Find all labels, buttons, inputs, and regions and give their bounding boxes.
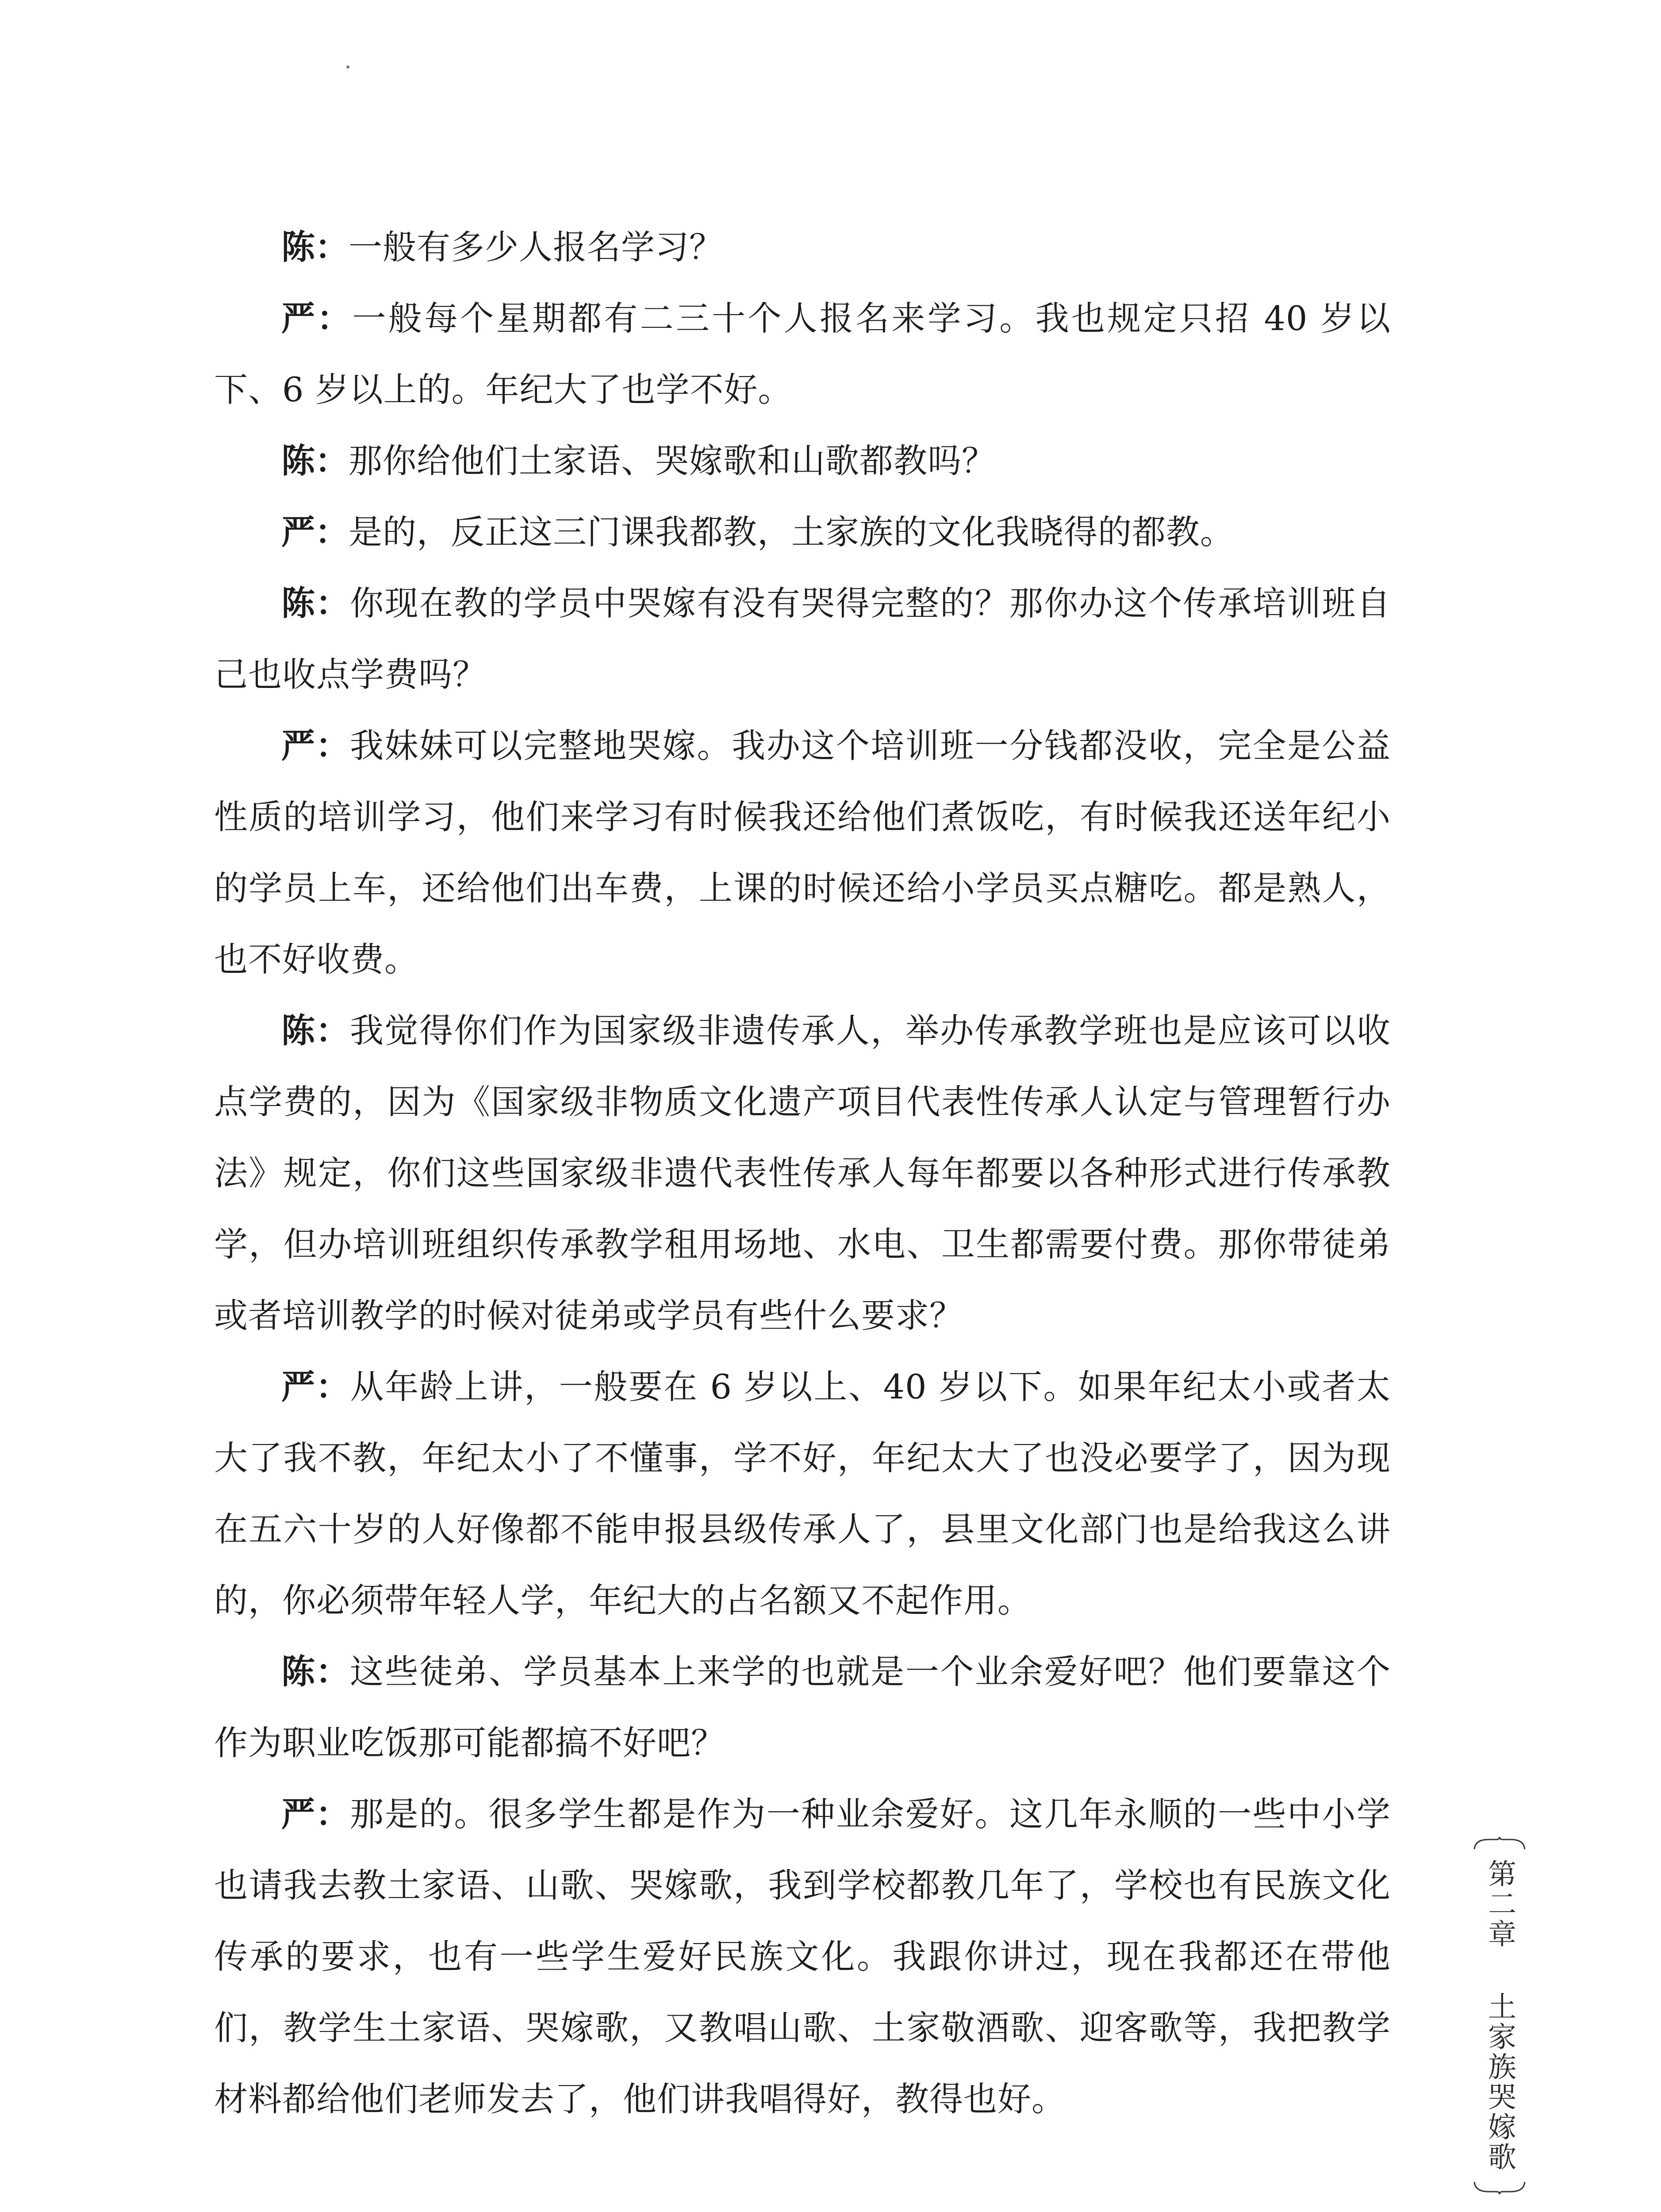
dialogue-paragraph [214,1351,1391,1636]
paragraph-text: 从年龄上讲，一般要在 6 岁以上、40 岁以下。如果年纪太小或者太大了我不教，年纪太小了不懂事，学不好，年纪太大了也没必要学了，因为现在五六十岁的人好像都不能申报县级传承人了，县里文化部门也是给我这么讲的，你必须带年轻人学，年纪大的占名额又不起作用。 [214,1367,1391,1620]
dialogue-paragraph [214,710,1391,995]
page-body [214,211,1391,2135]
bracket-top-ornament [1471,1836,1528,1851]
paragraph-text: 是的，反正这三门课我都教，土家族的文化我晓得的都教。 [349,512,1234,552]
paragraph-text: 那你给他们土家语、哭嫁歌和山歌都教吗？ [349,441,996,480]
speaker-label: 陈： [281,1011,350,1050]
dialogue-paragraph [214,568,1391,710]
chapter-side-label [1469,1836,1531,2195]
speaker-label: 陈： [281,441,349,480]
paragraph-text: 一般每个星期都有二三十个人报名来学习。我也规定只招 40 岁以下、6 岁以上的。年纪大了也学不好。 [214,299,1391,409]
dialogue-paragraph [214,1636,1391,1778]
speaker-label: 严： [281,726,350,765]
paragraph-text: 那是的。很多学生都是作为一种业余爱好。这几年永顺的一些中小学也请我去教土家语、山歌、哭嫁歌，我到学校都教几年了，学校也有民族文化传承的要求，也有一些学生爱好民族文化。我跟你讲过，现在我都还在带他们，教学生土家语、哭嫁歌，又教唱山歌、土家敬酒歌、迎客歌等，我把教学材料都给他们老师发去了，他们讲我唱得好，教得也好。 [214,1794,1391,2119]
speaker-label: 严： [281,1794,350,1834]
dialogue-paragraph [214,1778,1391,2135]
speaker-label: 陈： [281,1652,350,1691]
paragraph-text: 我觉得你们作为国家级非遗传承人，举办传承教学班也是应该可以收点学费的，因为《国家级非物质文化遗产项目代表性传承人认定与管理暂行办法》规定，你们这些国家级非遗代表性传承人每年都要以各种形式进行传承教学，但办培训班组织传承教学租用场地、水电、卫生都需要付费。那你带徒弟或者培训教学的时候对徒弟或学员有些什么要求？ [214,1011,1391,1335]
chapter-label: 第二章 [1483,1859,1516,1949]
speaker-label: 严： [281,512,349,552]
dialogue-paragraph [214,496,1391,568]
speaker-label: 严： [281,299,353,338]
bracket-bottom-ornament [1471,2180,1528,2195]
dialogue-paragraph [214,283,1391,425]
speaker-label: 陈： [281,584,350,623]
scan-mark [346,65,349,69]
paragraph-text: 这些徒弟、学员基本上来学的也就是一个业余爱好吧？他们要靠这个作为职业吃饭那可能都搞不好吧？ [214,1652,1391,1763]
chapter-title: 土家族哭嫁歌 [1483,1992,1516,2172]
dialogue-paragraph [214,995,1391,1351]
paragraph-text: 一般有多少人报名学习？ [349,227,723,267]
speaker-label: 陈： [281,227,349,267]
dialogue-paragraph [214,425,1391,496]
dialogue-paragraph [214,211,1391,283]
paragraph-text: 你现在教的学员中哭嫁有没有哭得完整的？那你办这个传承培训班自己也收点学费吗？ [214,584,1391,694]
paragraph-text: 我妹妹可以完整地哭嫁。我办这个培训班一分钱都没收，完全是公益性质的培训学习，他们来学习有时候我还给他们煮饭吃，有时候我还送年纪小的学员上车，还给他们出车费，上课的时候还给小学员买点糖吃。都是熟人，也不好收费。 [214,726,1391,979]
speaker-label: 严： [281,1367,350,1406]
